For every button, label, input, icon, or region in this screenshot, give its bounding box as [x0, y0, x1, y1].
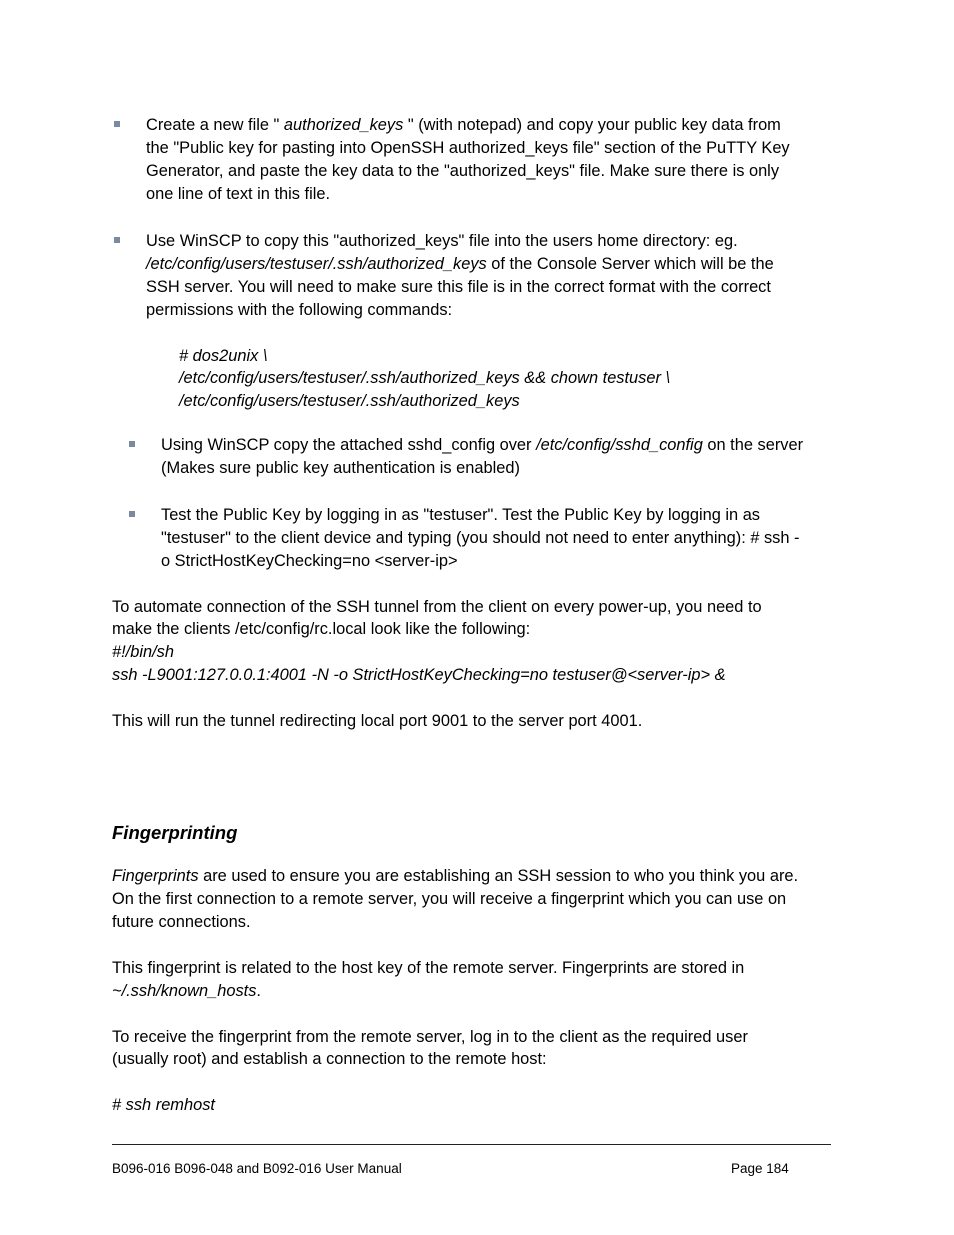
sshd-text-a: Using WinSCP copy the attached sshd_config over — [161, 436, 537, 454]
ssh-command: # ssh remhost — [112, 1096, 215, 1114]
fingerprints-term: Fingerprints — [112, 867, 199, 885]
fingerprint-p3-line-1: To receive the fingerprint from the remote server, log in to the client as the required user — [112, 1028, 748, 1046]
authkeys-text-c: " (with notepad) and copy your public key data from — [403, 116, 781, 134]
winscp-line-1: Use WinSCP to copy this "authorized_keys" file into the users home directory: eg. — [146, 232, 738, 250]
sshd-line-1 — [161, 434, 803, 457]
command-line-1: # dos2unix \ — [179, 347, 268, 365]
sshd-line-2: (Makes sure public key authentication is enabled) — [161, 459, 520, 477]
automate-line-2: make the clients /etc/config/rc.local look like the following: — [112, 620, 531, 638]
command-line-3: /etc/config/users/testuser/.ssh/authorized_keys — [179, 392, 520, 410]
authkeys-text-a: Create a new file " — [146, 116, 284, 134]
authkeys-line-2: the "Public key for pasting into OpenSSH authorized_keys file" section of the PuTTY Key — [146, 139, 790, 157]
winscp-line-2 — [146, 253, 774, 276]
period: . — [256, 982, 261, 1000]
authkeys-line-4: one line of text in this file. — [146, 185, 331, 203]
footer-page-number: Page 184 — [731, 1161, 789, 1176]
bullet-marker — [129, 511, 135, 517]
authkeys-line-1 — [146, 114, 781, 137]
automate-line-1: To automate connection of the SSH tunnel from the client on every power-up, you need to — [112, 598, 762, 616]
winscp-text-b: of the Console Server which will be the — [486, 255, 774, 273]
authkeys-filename: authorized_keys — [283, 116, 404, 134]
bullet-marker — [129, 441, 135, 447]
test-line-1: Test the Public Key by logging in as "testuser". Test the Public Key by logging in as — [161, 506, 761, 524]
bullet-marker — [114, 237, 120, 243]
fingerprint-p3-line-2: (usually root) and establish a connection to the remote host: — [112, 1050, 547, 1068]
sshd-path: /etc/config/sshd_config — [536, 436, 703, 454]
fingerprint-p1-line-2: On the first connection to a remote server, you will receive a fingerprint which you can use on — [112, 890, 787, 908]
known-hosts-path: ~/.ssh/known_hosts — [112, 982, 257, 1000]
automate-line-3: #!/bin/sh — [112, 643, 174, 661]
fingerprint-p2-line-2 — [112, 980, 261, 1003]
footer-manual-title: B096-016 B096-048 and B092-016 User Manual — [112, 1161, 402, 1176]
tunnel-note: This will run the tunnel redirecting local port 9001 to the server port 4001. — [112, 712, 643, 730]
bullet-marker — [114, 121, 120, 127]
section-heading: Fingerprinting — [112, 822, 238, 843]
automate-line-4: ssh -L9001:127.0.0.1:4001 -N -o StrictHostKeyChecking=no testuser@<server-ip> & — [112, 666, 726, 684]
test-line-2: "testuser" to the client device and typing (you should not need to enter anything): # ssh - — [161, 529, 800, 547]
winscp-path: /etc/config/users/testuser/.ssh/authorized_keys — [146, 255, 487, 273]
sshd-text-c: on the server — [702, 436, 804, 454]
fingerprint-p2-line-1: This fingerprint is related to the host key of the remote server. Fingerprints are stored in — [112, 959, 745, 977]
winscp-line-3: SSH server. You will need to make sure this file is in the correct format with the correct — [146, 278, 771, 296]
fingerprint-p1-line-3: future connections. — [112, 913, 251, 931]
authkeys-line-3: Generator, and paste the key data to the "authorized_keys" file. Make sure there is only — [146, 162, 780, 180]
command-line-2: /etc/config/users/testuser/.ssh/authorized_keys && chown testuser \ — [179, 369, 671, 387]
fingerprint-p1-line-1 — [112, 865, 798, 888]
winscp-line-4: permissions with the following commands: — [146, 301, 453, 319]
footer-divider — [112, 1144, 831, 1145]
fingerprint-p1-text: are used to ensure you are establishing an SSH session to who you think you are. — [198, 867, 799, 885]
test-line-3: o StrictHostKeyChecking=no <server-ip> — [161, 552, 458, 570]
